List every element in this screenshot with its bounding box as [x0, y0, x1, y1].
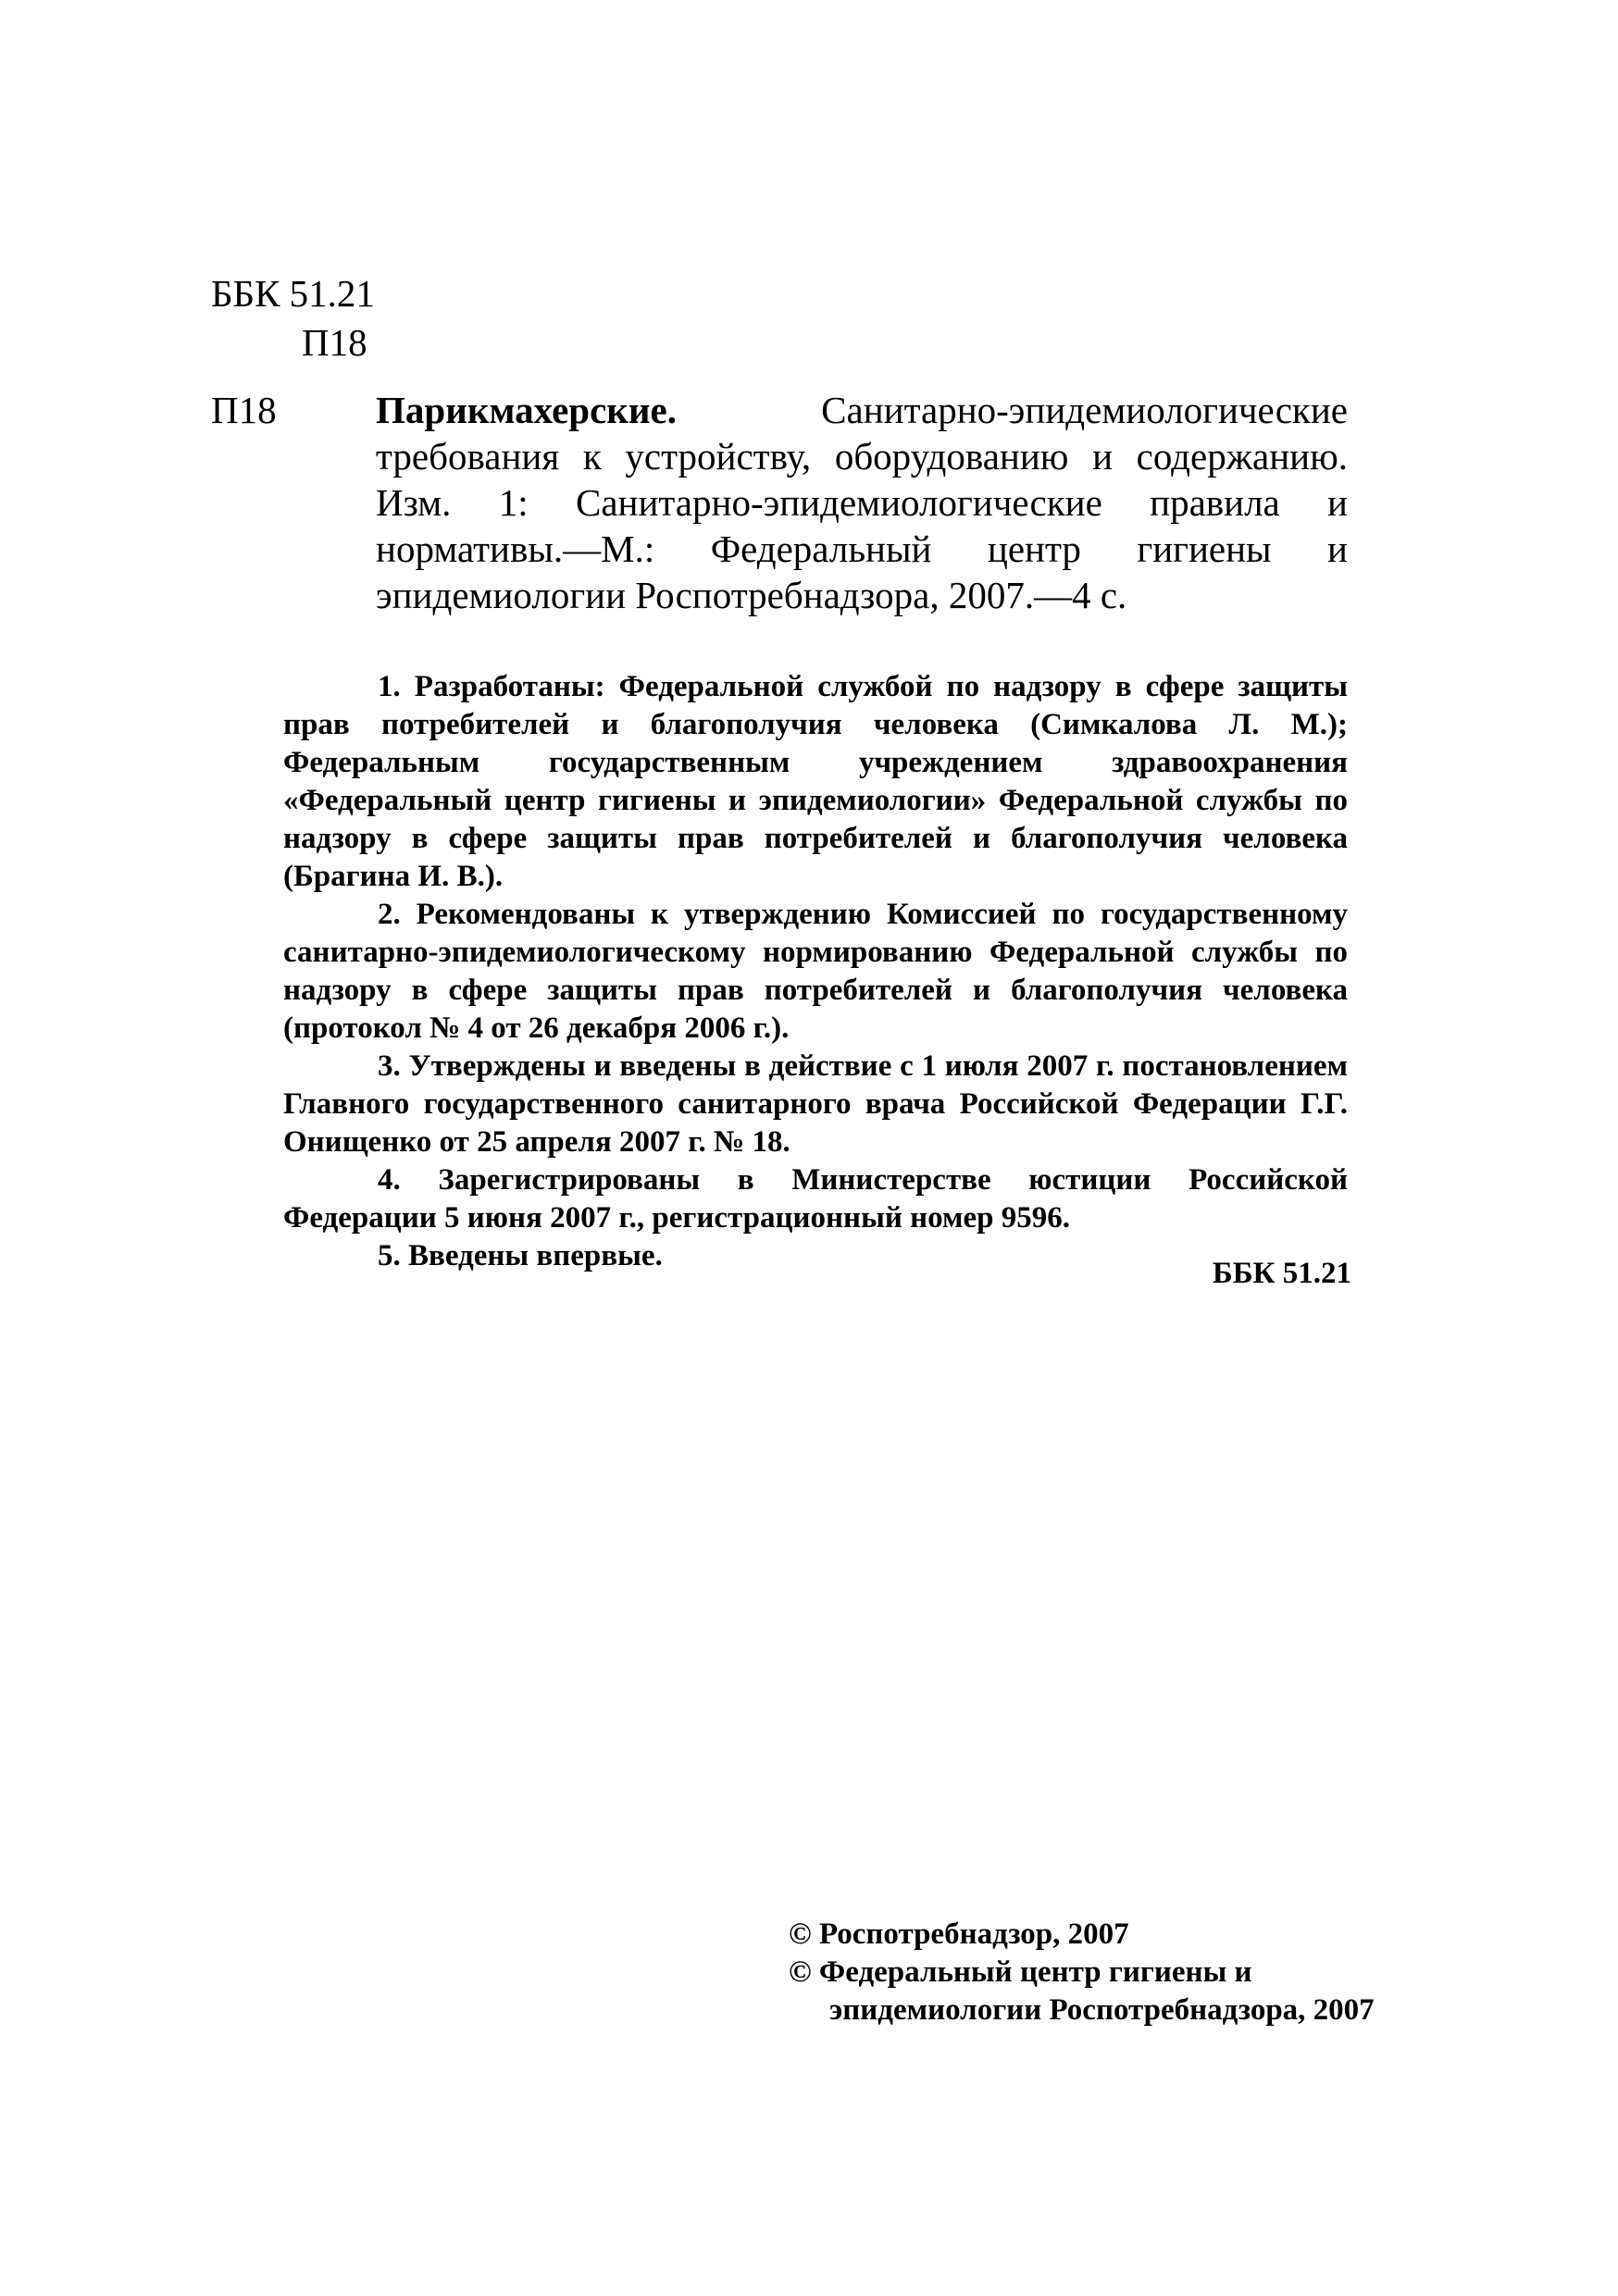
publication-notes [283, 668, 1348, 1275]
note-item: 5. Введены впервые. [378, 1239, 663, 1272]
copyright-block [789, 1916, 1375, 2029]
entry-author-mark: П18 [211, 389, 277, 431]
author-mark: П18 [302, 321, 367, 364]
copyright-line: эпидемиологии Роспотребнадзора, 2007 [829, 1993, 1375, 2027]
bibliographic-entry [376, 387, 1348, 618]
note-item: 2. Рекомендованы к утверждению Комиссией по государственному санитарно-эпидемиологическому нормированию Федеральной службы по надзору в сфере защиты прав потребителей и благополучия человека (протокол № 4 от 26 декабря 2006 г.). [283, 898, 1348, 1045]
bbk-code: ББК 51.21 [211, 272, 375, 315]
copyright-line: © Федеральный центр гигиены и [789, 1955, 1252, 1989]
entry-title: Парикмахерские. [376, 389, 677, 431]
copyright-line: © Роспотребнадзор, 2007 [789, 1917, 1129, 1951]
footer-bbk-code: ББК 51.21 [1212, 1257, 1351, 1290]
entry-description: Санитарно-эпидемиологические требования к устройству, оборудованию и содержанию. Изм. 1: Санитарно-эпидемиологические правила и нормативы.—М.: Федеральный центр гигиены и эпидемиологии Роспотребнадзора, 2007.—4 с. [376, 389, 1348, 616]
note-item: 1. Разработаны: Федеральной службой по надзору в сфере защиты прав потребителей и благополучия человека (Симкалова Л. М.); Федеральным государственным учреждением здравоохранения «Федеральный центр гигиены и эпидемиологии» Федеральной службы по надзору в сфере защиты прав потребителей и благополучия человека (Брагина И. В.). [283, 670, 1348, 893]
note-item: 4. Зарегистрированы в Министерстве юстиции Российской Федерации 5 июня 2007 г., регистрационный номер 9596. [283, 1163, 1348, 1235]
note-item: 3. Утверждены и введены в действие с 1 июля 2007 г. постановлением Главного государственного санитарного врача Российской Федерации Г.Г. Онищенко от 25 апреля 2007 г. № 18. [283, 1049, 1348, 1159]
